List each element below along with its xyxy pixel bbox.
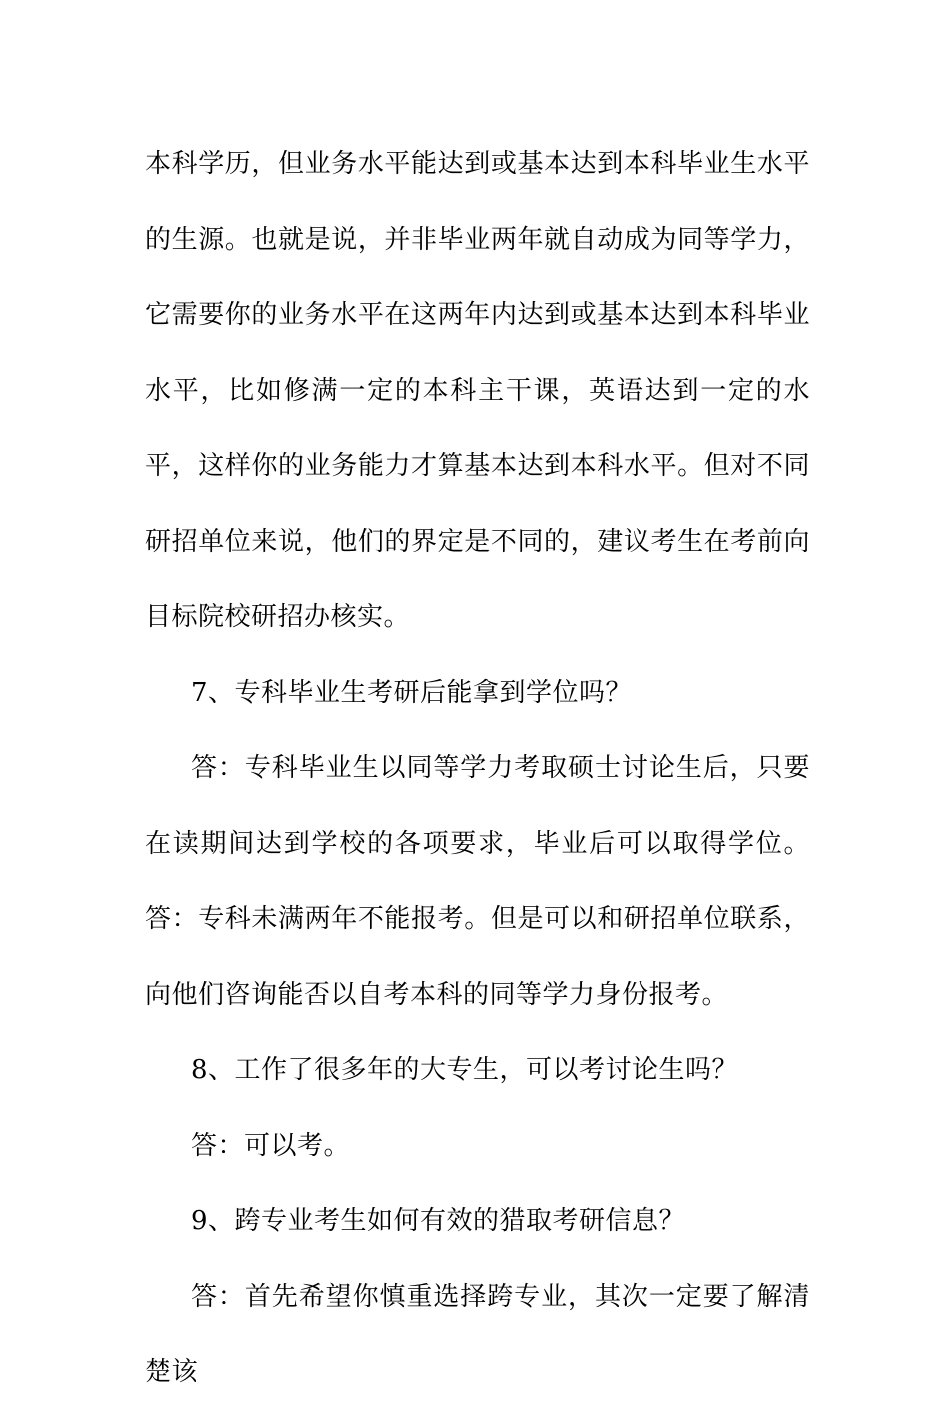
question-9: 9、跨专业考生如何有效的猎取考研信息？ — [191, 1206, 686, 1236]
answer-8: 答：可以考。 — [191, 1130, 351, 1161]
question-7: 7、专科毕业生考研后能拿到学位吗？ — [191, 677, 633, 708]
answer-9: 答：首先希望你慎重选择跨专业，其次一定要了解清楚该 — [145, 1281, 810, 1387]
paragraph-continued: 本科学历，但业务水平能达到或基本达到本科毕业生水平的生源。也就是说，并非毕业两年就自动成为同等学力，它需要你的业务水平在这两年内达到或基本达到本科毕业水平，比如修满一定的本科主干课，英语达到一定的水平，这样你的业务能力才算基本达到本科水平。但对不同研招单位来说，他们的界定是不同的，建议考生在考前向目标院校研招办核实。 — [145, 149, 810, 632]
question-8: 8、工作了很多年的大专生，可以考讨论生吗？ — [191, 1055, 739, 1085]
answer-7: 答：专科毕业生以同等学力考取硕士讨论生后，只要在读期间达到学校的各项要求，毕业后可以取得学位。答：专科未满两年不能报考。但是可以和研招单位联系，向他们咨询能否以自考本科的同等学力身份报考。 — [145, 753, 810, 1010]
document-body — [145, 127, 810, 1411]
